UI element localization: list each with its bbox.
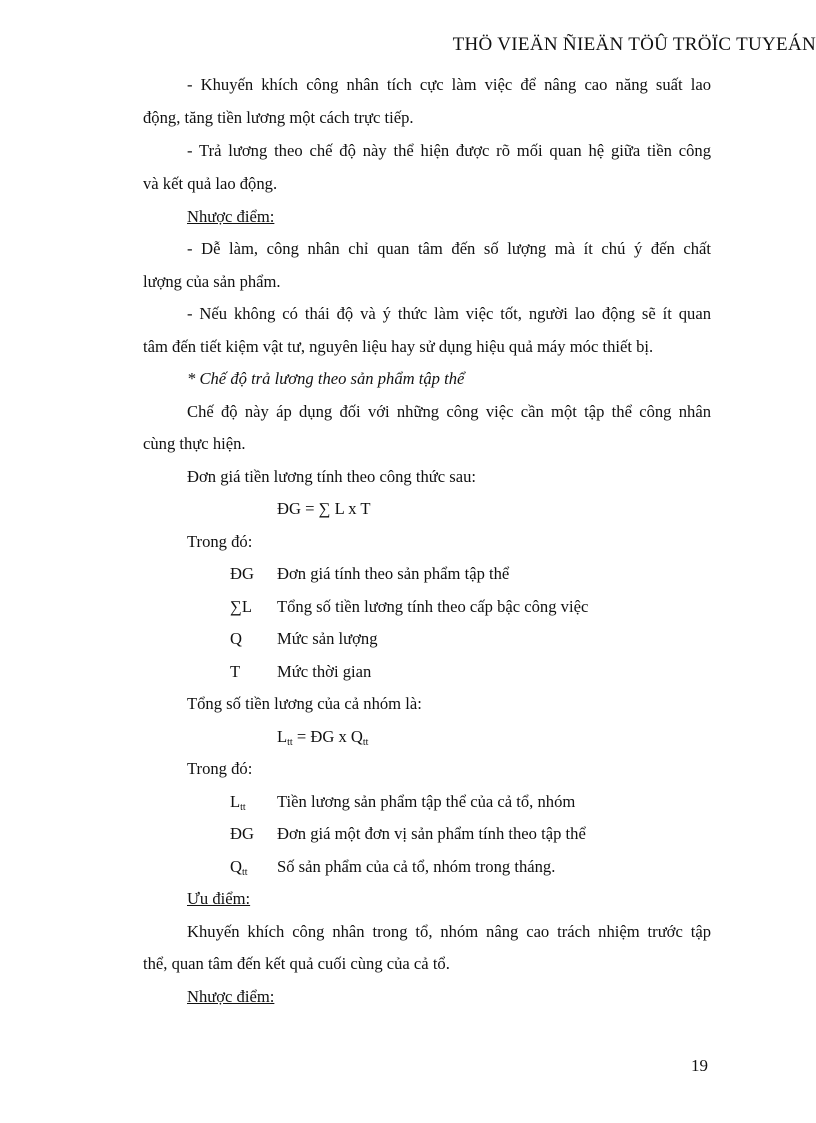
paragraph-line: cùng thực hiện. — [143, 434, 246, 453]
disadvantage-heading: Nhược điểm: — [187, 207, 275, 226]
page-header-title: THÖ VIEÄN ÑIEÄN TÖÛ TRÖÏC TUYEÁN — [452, 34, 816, 55]
paragraph-line: Khuyến khích công nhân trong tổ, nhóm nâng cao trách nhiệm trước tập — [187, 922, 711, 941]
paragraph-line: - Trả lương theo chế độ này thể hiện được rõ mối quan hệ giữa tiền công — [187, 141, 711, 160]
page-number: 19 — [691, 1056, 708, 1075]
disadvantage-heading: Nhược điểm: — [187, 987, 275, 1006]
symbol-main: Q — [230, 857, 242, 876]
definition-symbol: ĐG — [230, 564, 254, 583]
symbol-subscript: tt — [240, 802, 246, 813]
definition-symbol: Q — [230, 629, 242, 648]
paragraph-line: - Dễ làm, công nhân chỉ quan tâm đến số lượng mà ít chú ý đến chất — [187, 239, 711, 258]
symbol-main: L — [230, 792, 241, 811]
section-heading: * Chế độ trả lương theo sản phẩm tập thể — [187, 369, 465, 388]
definition-text: Mức sản lượng — [277, 629, 378, 648]
formula-total-wage — [277, 727, 368, 753]
definition-text: Tiền lương sản phẩm tập thể của cả tổ, nhóm — [277, 792, 576, 811]
symbol-main: ĐG — [230, 824, 254, 843]
paragraph-line: tâm đến tiết kiệm vật tư, nguyên liệu hay sử dụng hiệu quả máy móc thiết bị. — [143, 337, 654, 356]
formula-lhs-subscript: tt — [287, 737, 293, 748]
definition-text: Tổng số tiền lương tính theo cấp bậc công việc — [277, 597, 589, 616]
formula-mid: = ĐG x Q — [292, 727, 363, 746]
formula-rhs-subscript: tt — [362, 737, 369, 748]
definition-symbol — [230, 792, 246, 818]
formula-unit-price: ĐG = ∑ L x T — [277, 499, 371, 518]
paragraph-line: - Khuyến khích công nhân tích cực làm việc để nâng cao năng suất lao — [187, 75, 711, 94]
where-label: Trong đó: — [187, 532, 253, 551]
symbol-subscript: tt — [241, 867, 248, 878]
paragraph-line: - Nếu không có thái độ và ý thức làm việc tốt, người lao động sẽ ít quan — [187, 304, 711, 323]
definition-text: Mức thời gian — [277, 662, 372, 681]
definition-text: Đơn giá tính theo sản phẩm tập thể — [277, 564, 510, 583]
paragraph-line: động, tăng tiền lương một cách trực tiếp. — [143, 108, 414, 127]
paragraph-line: thể, quan tâm đến kết quả cuối cùng của cả tổ. — [143, 954, 450, 973]
paragraph-line: lượng của sản phẩm. — [143, 272, 281, 291]
paragraph-line: Đơn giá tiền lương tính theo công thức sau: — [187, 467, 477, 486]
paragraph-line: Chế độ này áp dụng đối với những công việc cần một tập thể công nhân — [187, 402, 711, 421]
paragraph-line: Tổng số tiền lương của cả nhóm là: — [187, 694, 422, 713]
definition-symbol: T — [230, 662, 241, 681]
paragraph-line: và kết quả lao động. — [143, 174, 278, 193]
definition-text: Số sản phẩm của cả tổ, nhóm trong tháng. — [277, 857, 556, 876]
definition-symbol — [230, 824, 254, 844]
definition-text: Đơn giá một đơn vị sản phẩm tính theo tập thể — [277, 824, 586, 843]
advantage-heading: Ưu điểm: — [187, 889, 251, 908]
formula-lhs: L — [277, 727, 288, 746]
where-label: Trong đó: — [187, 759, 253, 778]
definition-symbol: ∑L — [230, 597, 252, 616]
definition-symbol — [230, 857, 248, 883]
